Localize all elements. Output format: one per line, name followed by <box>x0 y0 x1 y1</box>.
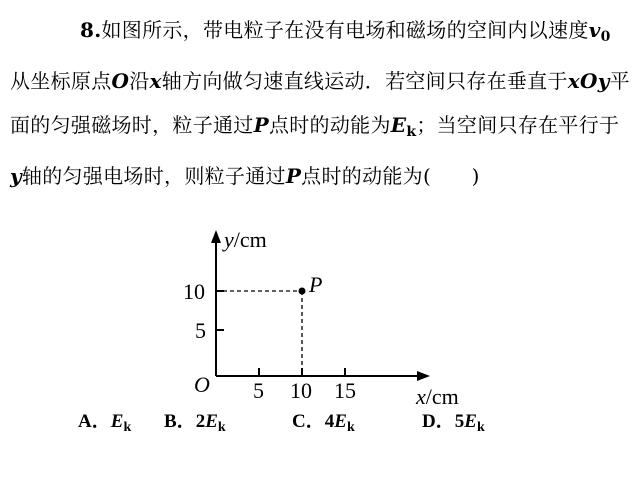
question-number: 8 <box>80 18 95 42</box>
option-b-coef: 2 <box>195 411 206 432</box>
option-b[interactable] <box>164 406 226 436</box>
option-b-symbol: E <box>205 411 218 432</box>
x-axis-label-var: x <box>416 384 426 409</box>
option-c-dot: ． <box>305 411 325 432</box>
velocity-subscript: 0 <box>600 29 611 45</box>
question-part-6: 点时的动能为 <box>268 113 391 137</box>
option-b-dot: ． <box>176 411 196 432</box>
option-c-letter: C <box>292 411 306 432</box>
y-tick-label-10: 10 <box>183 279 205 304</box>
velocity-symbol: v <box>588 18 601 42</box>
option-a-letter: A <box>78 411 92 432</box>
option-c[interactable] <box>292 406 355 436</box>
question-part-1: 如图所示，带电粒子在没有电场和磁场的空间内以速度 <box>101 18 589 42</box>
y-axis-arrow <box>211 230 221 243</box>
origin-symbol: O <box>111 69 130 93</box>
option-c-symbol: E <box>334 411 347 432</box>
question-part-8: 轴的匀强电场时，则粒子通过 <box>21 164 286 188</box>
option-d-symbol: E <box>464 411 477 432</box>
option-a[interactable] <box>78 406 131 436</box>
question-part-9: 点时的动能为( ) <box>301 164 480 188</box>
x-axis-symbol: x <box>149 69 162 93</box>
x-axis-label-unit: /cm <box>425 384 459 409</box>
question-part-4: 轴方向做匀速直线运动．若空间只存在垂直于 <box>161 69 568 93</box>
question-part-2: 从坐标原点 <box>10 69 112 93</box>
x-tick-label-15: 15 <box>334 378 356 403</box>
option-a-dot: ． <box>91 411 111 432</box>
point-p-symbol: P <box>253 113 269 137</box>
option-a-subscript: k <box>123 420 132 435</box>
y-axis-label <box>222 227 267 252</box>
question-part-5: 平面的匀强磁场时，粒子通过 <box>10 69 630 137</box>
question-part-7: ；当空间只存在平行于 <box>416 113 620 137</box>
option-b-letter: B <box>164 411 177 432</box>
plane-symbol: xOy <box>567 69 610 93</box>
option-d-subscript: k <box>476 420 485 435</box>
y-axis-label-var: y <box>224 227 234 252</box>
option-d[interactable] <box>422 406 485 436</box>
question-text <box>10 8 630 198</box>
origin-label: O <box>194 372 210 397</box>
option-a-symbol: E <box>110 411 124 432</box>
option-d-dot: ． <box>435 411 455 432</box>
option-b-subscript: k <box>217 420 226 435</box>
x-tick-label-10: 10 <box>290 378 312 403</box>
point-p-label: P <box>309 272 323 297</box>
question-number-dot: . <box>94 18 102 42</box>
y-axis-label-unit: /cm <box>233 227 267 252</box>
point-p-dot <box>299 288 306 295</box>
option-d-coef: 5 <box>454 411 465 432</box>
option-c-coef: 4 <box>324 411 335 432</box>
question-part-3: 沿 <box>129 69 150 93</box>
option-d-letter: D <box>422 411 436 432</box>
point-p-symbol-2: P <box>285 164 302 188</box>
kinetic-energy-symbol: E <box>390 113 407 137</box>
x-tick-label-5: 5 <box>253 378 264 403</box>
kinetic-energy-subscript: k <box>406 124 417 140</box>
x-axis-arrow <box>417 371 430 381</box>
y-tick-label-5: 5 <box>195 318 206 343</box>
option-c-subscript: k <box>346 420 355 435</box>
y-axis-symbol: y <box>10 164 22 188</box>
